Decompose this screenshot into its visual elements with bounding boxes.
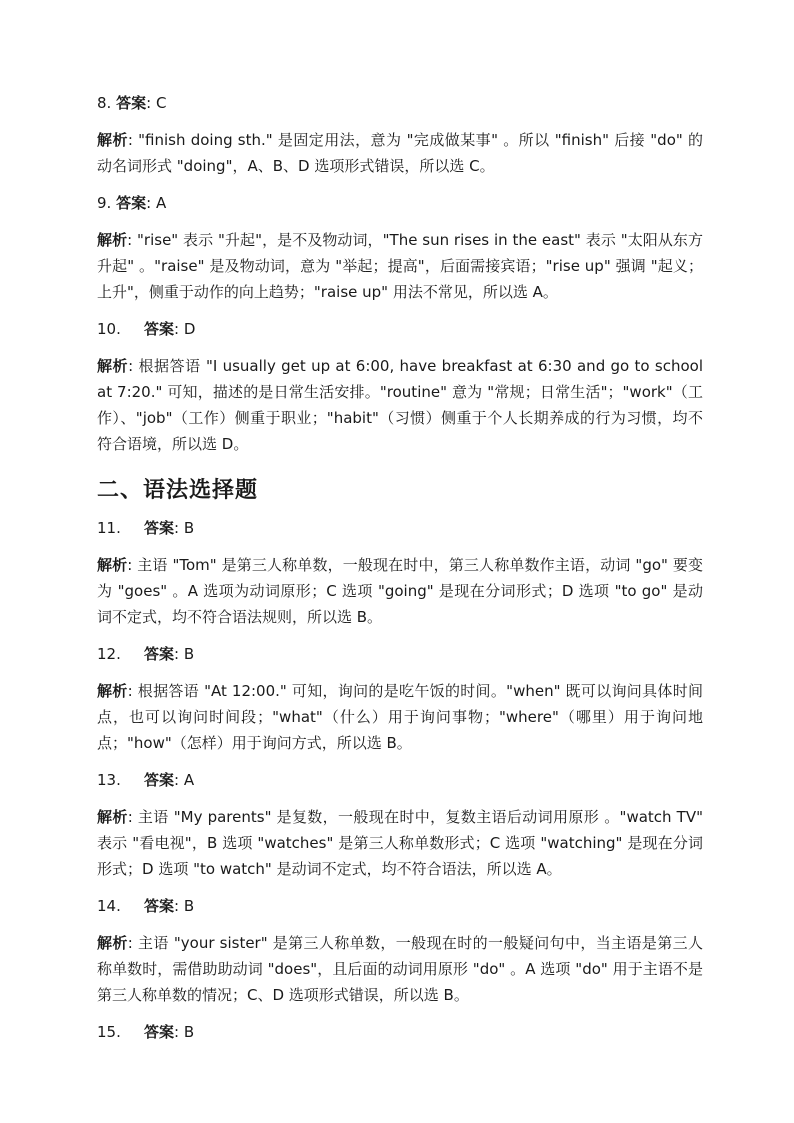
answer-label: 答案 (116, 194, 147, 212)
question-number: 9. (97, 194, 112, 212)
explanation-10 (97, 353, 703, 457)
answer-label: 答案 (144, 771, 175, 789)
question-number: 13. (97, 771, 121, 789)
explanation-text: 根据答语 "At 12:00." 可知，询问的是吃午饭的时间。"when" 既可以询问具体时间点，也可以询问时间段；"what"（什么）用于询问事物；"where"（哪里）用于询问地点；"how"（怎样）用于询问方式，所以选 B。 (97, 682, 703, 752)
explanation-separator: : (127, 556, 138, 574)
explanation-label: 解析 (97, 231, 128, 249)
explanation-text: 主语 "Tom" 是第三人称单数，一般现在时中，第三人称单数作主语，动词 "go" 要变为 "goes" 。A 选项为动词原形；C 选项 "going" 是现在分词形式；D 选项 "to go" 是动词不定式，均不符合语法规则，所以选 B。 (97, 556, 703, 626)
explanation-separator: : (127, 231, 138, 249)
answer-line-12 (97, 643, 703, 665)
answer-value: A (183, 771, 195, 789)
answer-line-14 (97, 895, 703, 917)
answer-label: 答案 (144, 897, 175, 915)
explanation-12 (97, 678, 703, 756)
answer-label: 答案 (144, 320, 175, 338)
answer-label: 答案 (116, 94, 147, 112)
answer-value: C (155, 94, 167, 112)
answer-separator: : (146, 94, 156, 112)
answer-line-8 (97, 92, 703, 114)
answer-separator: : (174, 771, 184, 789)
answer-separator: : (146, 194, 156, 212)
answer-separator: : (174, 1023, 184, 1041)
answer-label: 答案 (144, 1023, 175, 1041)
explanation-label: 解析 (97, 131, 128, 149)
answer-line-13 (97, 769, 703, 791)
answer-value: B (183, 897, 195, 915)
explanation-separator: : (127, 934, 138, 952)
explanation-separator: : (128, 357, 139, 375)
explanation-9 (97, 227, 703, 305)
explanation-label: 解析 (97, 357, 129, 375)
explanation-label: 解析 (97, 808, 128, 826)
answer-line-10 (97, 318, 703, 340)
question-number: 12. (97, 645, 121, 663)
answer-value: A (155, 194, 167, 212)
explanation-text: 主语 "My parents" 是复数，一般现在时中，复数主语后动词用原形 。"watch TV" 表示 "看电视"，B 选项 "watches" 是第三人称单数形式；C 选项 "watching" 是现在分词形式；D 选项 "to watch" 是动词不定式，均不符合语法，所以选 A。 (97, 808, 703, 878)
explanation-separator: : (127, 682, 138, 700)
answer-separator: : (174, 897, 184, 915)
answer-line-9 (97, 192, 703, 214)
question-number: 14. (97, 897, 121, 915)
answer-value: B (183, 1023, 195, 1041)
explanation-text: "rise" 表示 "升起"，是不及物动词，"The sun rises in the east" 表示 "太阳从东方升起" 。"raise" 是及物动词，意为 "举起；提高"，后面需接宾语；"rise up" 强调 "起义；上升"，侧重于动作的向上趋势；"raise up" 用法不常见，所以选 A。 (97, 231, 703, 301)
answer-label: 答案 (144, 645, 175, 663)
explanation-label: 解析 (97, 682, 128, 700)
answer-value: B (183, 519, 195, 537)
answer-value: D (183, 320, 196, 338)
question-number: 8. (97, 94, 112, 112)
answer-label: 答案 (144, 519, 175, 537)
answer-separator: : (174, 519, 184, 537)
answer-line-11 (97, 517, 703, 539)
explanation-14 (97, 930, 703, 1008)
answer-line-15 (97, 1021, 703, 1043)
explanation-label: 解析 (97, 556, 128, 574)
section-title: 二、语法选择题 (97, 478, 259, 503)
question-number: 10. (97, 320, 121, 338)
explanation-13 (97, 804, 703, 882)
explanation-separator: : (127, 808, 138, 826)
question-number: 11. (97, 519, 121, 537)
question-number: 15. (97, 1023, 121, 1041)
explanation-11 (97, 552, 703, 630)
explanation-8 (97, 127, 703, 179)
answer-value: B (183, 645, 195, 663)
explanation-label: 解析 (97, 934, 128, 952)
explanation-text: 主语 "your sister" 是第三人称单数，一般现在时的一般疑问句中，当主语是第三人称单数时，需借助助动词 "does"，且后面的动词用原形 "do" 。A 选项 "do" 用于主语不是第三人称单数的情况；C、D 选项形式错误，所以选 B。 (97, 934, 703, 1004)
answer-separator: : (174, 320, 184, 338)
explanation-text: 根据答语 "I usually get up at 6:00, have breakfast at 6:30 and go to school at 7:20." 可知，描述的是日常生活安排。"routine" 意为 "常规；日常生活"；"work"（工作）、"job"（工作）侧重于职业；"habit"（习惯）侧重于个人长期养成的行为习惯，均不符合语境，所以选 D。 (97, 357, 703, 453)
answer-separator: : (174, 645, 184, 663)
explanation-text: "finish doing sth." 是固定用法，意为 "完成做某事" 。所以 "finish" 后接 "do" 的动名词形式 "doing"，A、B、D 选项形式错误，所以选 C。 (97, 131, 703, 175)
explanation-separator: : (127, 131, 139, 149)
answer-document (97, 92, 703, 1043)
